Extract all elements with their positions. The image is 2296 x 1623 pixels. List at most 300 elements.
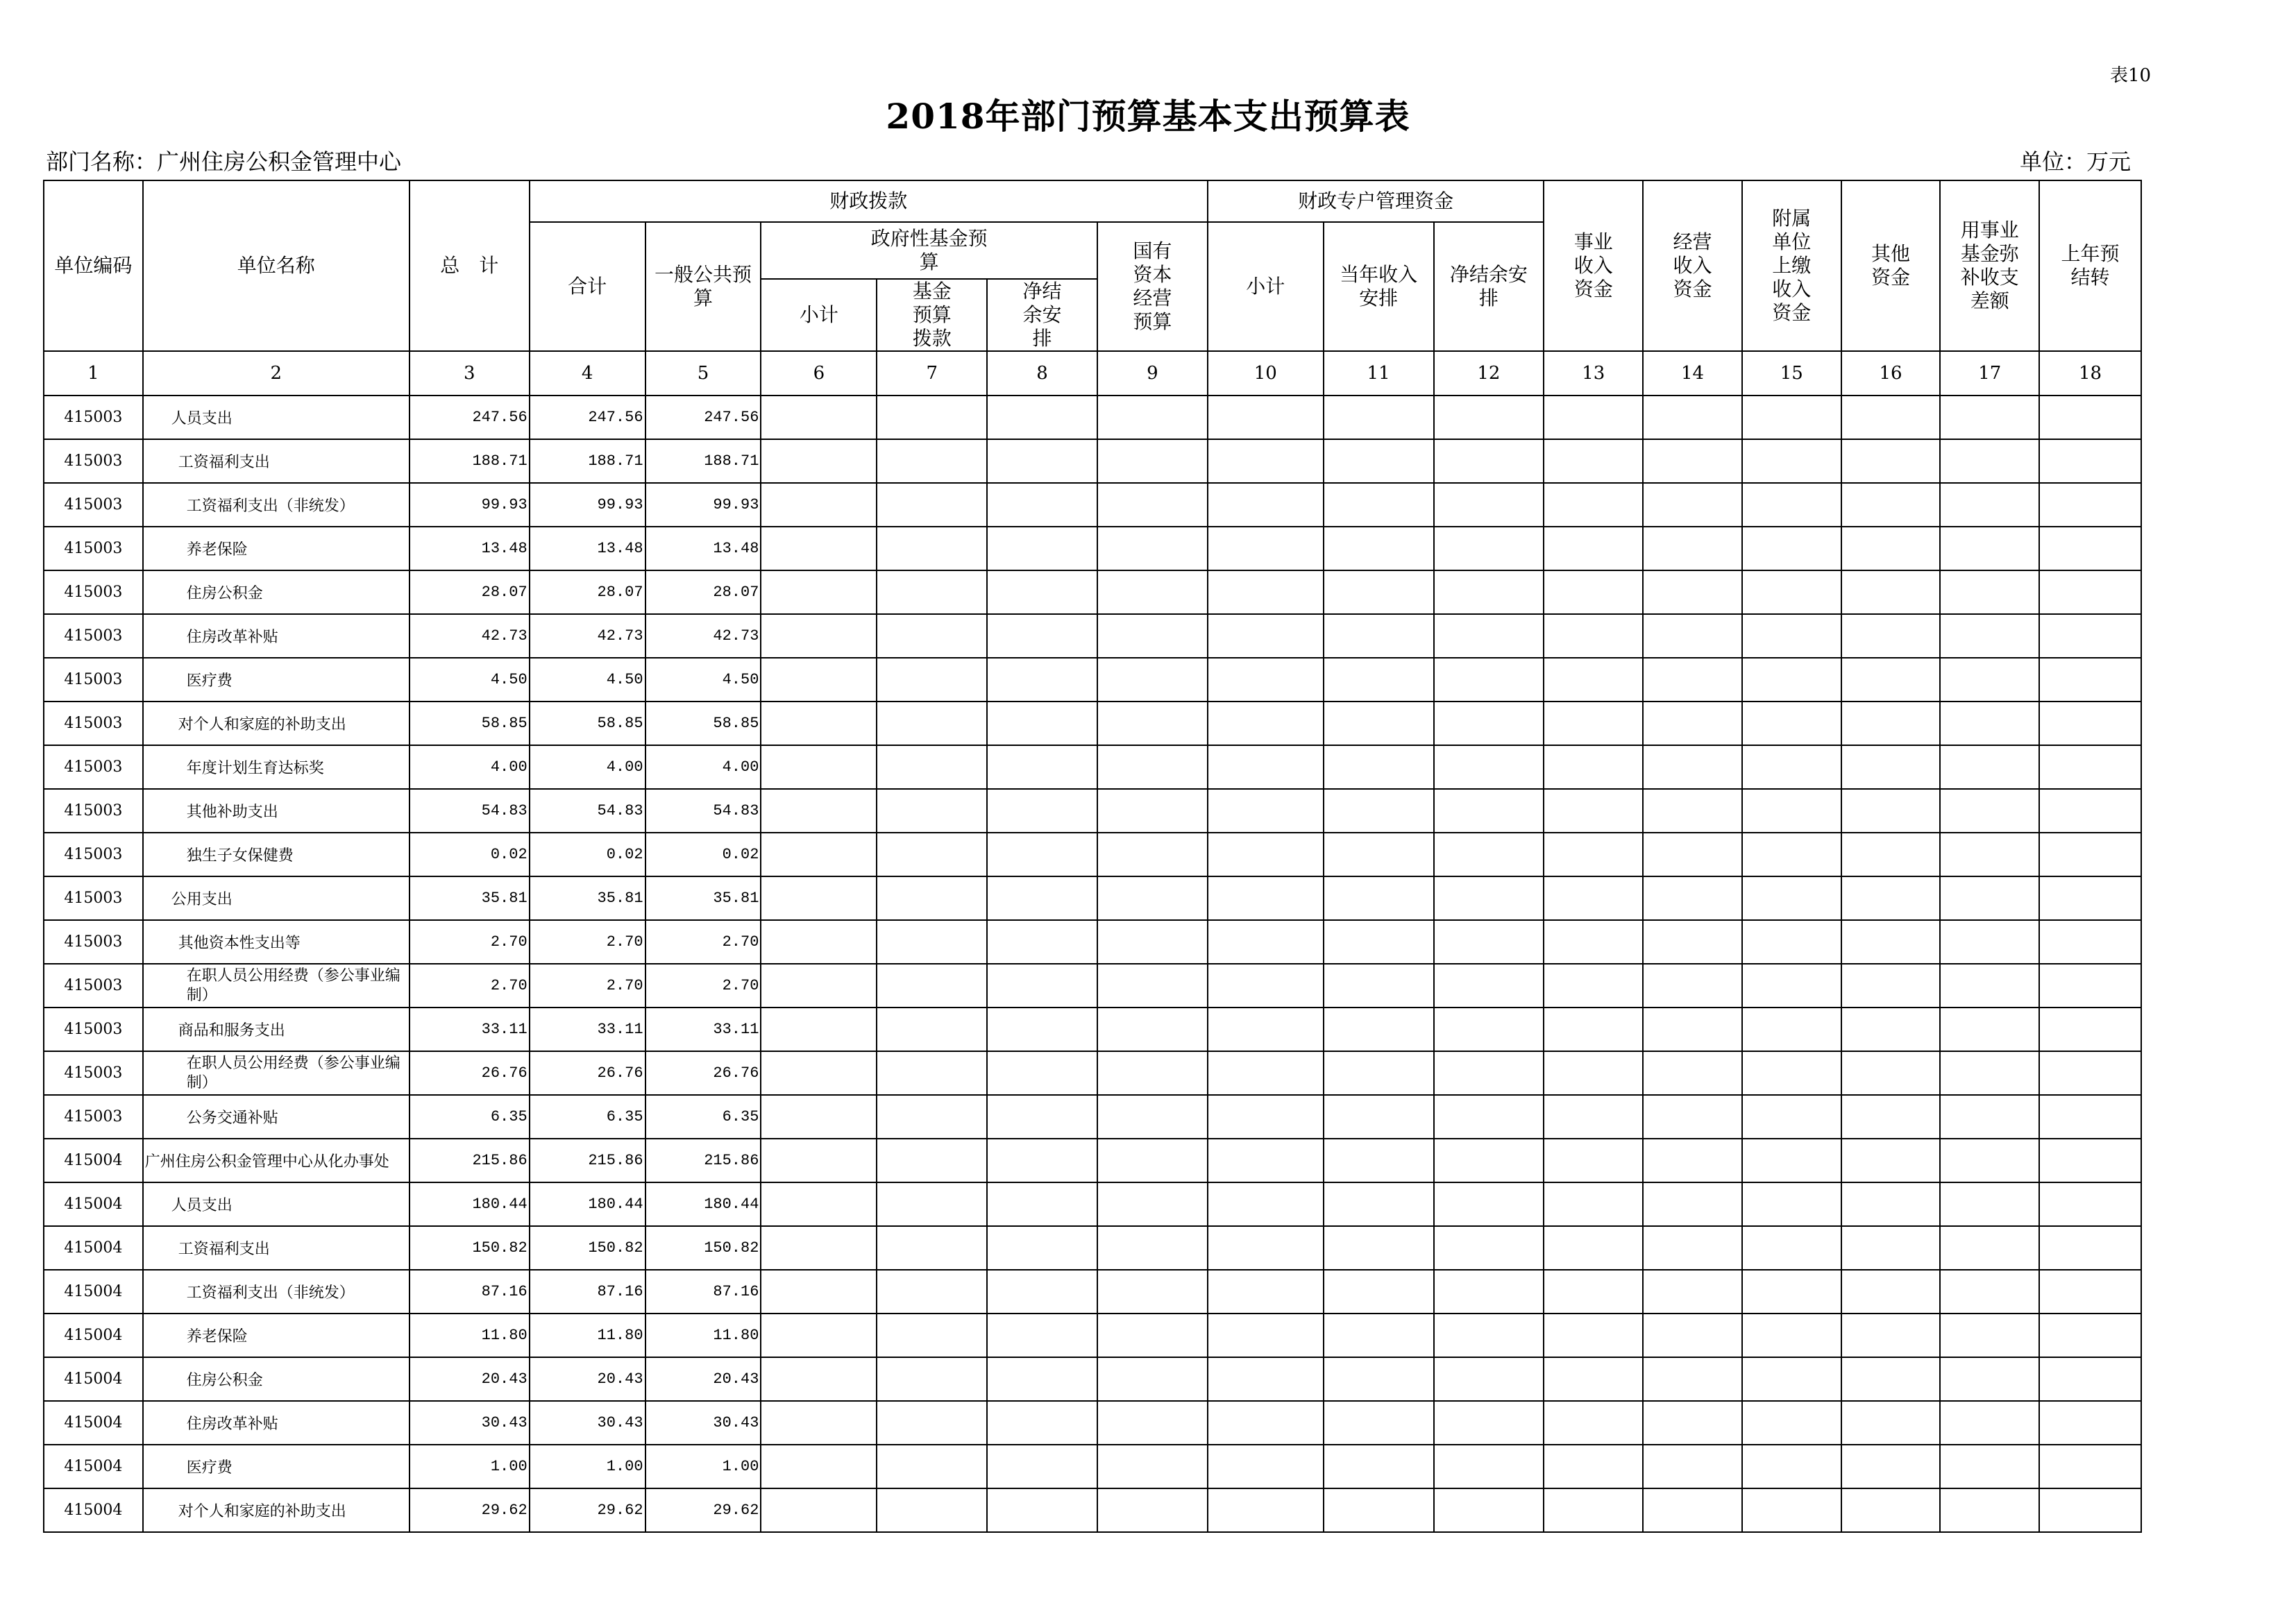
table-row bbox=[44, 789, 2141, 833]
general-budget-cell: 2.70 bbox=[645, 964, 761, 1008]
header-total: 总 计 bbox=[410, 180, 530, 351]
empty-cell bbox=[1742, 1445, 1841, 1488]
unit-name-cell: 对个人和家庭的补助支出 bbox=[143, 702, 410, 745]
index-cell: 13 bbox=[1544, 351, 1643, 396]
subtotal-cell: 13.48 bbox=[530, 527, 645, 570]
empty-cell bbox=[1742, 1226, 1841, 1270]
empty-cell bbox=[1324, 439, 1434, 483]
empty-cell bbox=[1208, 483, 1324, 527]
unit-name-cell: 工资福利支出（非统发） bbox=[143, 483, 410, 527]
empty-cell bbox=[877, 483, 987, 527]
empty-cell bbox=[1940, 833, 2039, 876]
total-cell: 28.07 bbox=[410, 570, 530, 614]
unit-code-cell: 415004 bbox=[44, 1270, 143, 1314]
empty-cell bbox=[1841, 1445, 1941, 1488]
empty-cell bbox=[1841, 658, 1941, 702]
empty-cell bbox=[1097, 570, 1208, 614]
empty-cell bbox=[1643, 1357, 1742, 1401]
empty-cell bbox=[877, 1095, 987, 1139]
empty-cell bbox=[1544, 527, 1643, 570]
empty-cell bbox=[1434, 1314, 1544, 1357]
index-cell: 1 bbox=[44, 351, 143, 396]
empty-cell bbox=[1841, 1488, 1941, 1532]
subtotal-cell: 99.93 bbox=[530, 483, 645, 527]
index-cell: 2 bbox=[143, 351, 410, 396]
unit-code-cell: 415004 bbox=[44, 1488, 143, 1532]
header-prior-year-carryover: 上年预结转 bbox=[2039, 180, 2141, 351]
empty-cell bbox=[1097, 396, 1208, 439]
unit-name-cell: 商品和服务支出 bbox=[143, 1008, 410, 1051]
table-number: 表10 bbox=[2110, 65, 2152, 86]
subtotal-cell: 58.85 bbox=[530, 702, 645, 745]
total-cell: 215.86 bbox=[410, 1139, 530, 1182]
empty-cell bbox=[761, 439, 877, 483]
empty-cell bbox=[987, 964, 1097, 1008]
empty-cell bbox=[1742, 527, 1841, 570]
empty-cell bbox=[1940, 1226, 2039, 1270]
empty-cell bbox=[987, 833, 1097, 876]
empty-cell bbox=[987, 876, 1097, 920]
table-row bbox=[44, 614, 2141, 658]
total-cell: 150.82 bbox=[410, 1226, 530, 1270]
header-fiscal-appropriation: 财政拨款 bbox=[530, 180, 1208, 222]
empty-cell bbox=[1643, 1095, 1742, 1139]
empty-cell bbox=[1940, 527, 2039, 570]
empty-cell bbox=[2039, 1008, 2141, 1051]
empty-cell bbox=[2039, 833, 2141, 876]
empty-cell bbox=[1434, 1270, 1544, 1314]
empty-cell bbox=[877, 876, 987, 920]
table-row bbox=[44, 483, 2141, 527]
table-row bbox=[44, 1357, 2141, 1401]
empty-cell bbox=[2039, 1182, 2141, 1226]
empty-cell bbox=[987, 1008, 1097, 1051]
empty-cell bbox=[1434, 1226, 1544, 1270]
empty-cell bbox=[1742, 876, 1841, 920]
general-budget-cell: 54.83 bbox=[645, 789, 761, 833]
department-name: 广州住房公积金管理中心 bbox=[157, 148, 402, 175]
header-affiliate-income: 附属单位上缴收入资金 bbox=[1742, 180, 1841, 351]
empty-cell bbox=[1841, 1270, 1941, 1314]
empty-cell bbox=[877, 396, 987, 439]
empty-cell bbox=[877, 658, 987, 702]
unit-name-cell: 其他资本性支出等 bbox=[143, 920, 410, 964]
empty-cell bbox=[1643, 396, 1742, 439]
header-other-funds: 其他资金 bbox=[1841, 180, 1941, 351]
empty-cell bbox=[1097, 1008, 1208, 1051]
empty-cell bbox=[1324, 1488, 1434, 1532]
table-row bbox=[44, 702, 2141, 745]
empty-cell bbox=[1742, 745, 1841, 789]
empty-cell bbox=[1324, 483, 1434, 527]
empty-cell bbox=[1324, 702, 1434, 745]
index-cell: 3 bbox=[410, 351, 530, 396]
unit-code-cell: 415003 bbox=[44, 439, 143, 483]
empty-cell bbox=[1208, 1488, 1324, 1532]
empty-cell bbox=[1434, 1357, 1544, 1401]
empty-cell bbox=[1841, 1095, 1941, 1139]
empty-cell bbox=[877, 964, 987, 1008]
subtotal-cell: 29.62 bbox=[530, 1488, 645, 1532]
empty-cell bbox=[1940, 1357, 2039, 1401]
empty-cell bbox=[987, 702, 1097, 745]
empty-cell bbox=[1940, 1051, 2039, 1095]
empty-cell bbox=[1544, 876, 1643, 920]
empty-cell bbox=[761, 1270, 877, 1314]
empty-cell bbox=[761, 1008, 877, 1051]
empty-cell bbox=[1544, 1182, 1643, 1226]
empty-cell bbox=[987, 614, 1097, 658]
empty-cell bbox=[761, 964, 877, 1008]
header-special-subtotal: 小计 bbox=[1208, 222, 1324, 351]
general-budget-cell: 99.93 bbox=[645, 483, 761, 527]
empty-cell bbox=[1643, 1314, 1742, 1357]
index-row bbox=[44, 351, 2141, 396]
empty-cell bbox=[1434, 1095, 1544, 1139]
total-cell: 29.62 bbox=[410, 1488, 530, 1532]
general-budget-cell: 247.56 bbox=[645, 396, 761, 439]
table-row bbox=[44, 1445, 2141, 1488]
unit-name-cell: 年度计划生育达标奖 bbox=[143, 745, 410, 789]
empty-cell bbox=[1841, 527, 1941, 570]
empty-cell bbox=[1841, 833, 1941, 876]
empty-cell bbox=[1841, 1139, 1941, 1182]
empty-cell bbox=[1940, 1095, 2039, 1139]
index-cell: 17 bbox=[1940, 351, 2039, 396]
unit-name-cell: 住房改革补贴 bbox=[143, 614, 410, 658]
empty-cell bbox=[1643, 483, 1742, 527]
empty-cell bbox=[1434, 1139, 1544, 1182]
empty-cell bbox=[2039, 1445, 2141, 1488]
empty-cell bbox=[761, 1051, 877, 1095]
empty-cell bbox=[1544, 570, 1643, 614]
empty-cell bbox=[2039, 1051, 2141, 1095]
table-row bbox=[44, 1095, 2141, 1139]
index-cell: 7 bbox=[877, 351, 987, 396]
empty-cell bbox=[1742, 1357, 1841, 1401]
empty-cell bbox=[1544, 964, 1643, 1008]
unit-code-cell: 415003 bbox=[44, 527, 143, 570]
general-budget-cell: 11.80 bbox=[645, 1314, 761, 1357]
empty-cell bbox=[2039, 396, 2141, 439]
header-fund-appropriation: 基金预算拨款 bbox=[877, 279, 987, 351]
empty-cell bbox=[1434, 964, 1544, 1008]
unit-code-cell: 415003 bbox=[44, 745, 143, 789]
empty-cell bbox=[1434, 439, 1544, 483]
empty-cell bbox=[1208, 396, 1324, 439]
empty-cell bbox=[1940, 658, 2039, 702]
header-net-surplus: 净结余安排 bbox=[987, 279, 1097, 351]
unit-code-cell: 415003 bbox=[44, 876, 143, 920]
empty-cell bbox=[1940, 876, 2039, 920]
index-cell: 8 bbox=[987, 351, 1097, 396]
empty-cell bbox=[1742, 702, 1841, 745]
index-cell: 18 bbox=[2039, 351, 2141, 396]
unit-code-cell: 415003 bbox=[44, 658, 143, 702]
empty-cell bbox=[1324, 1357, 1434, 1401]
empty-cell bbox=[1434, 396, 1544, 439]
unit-name-cell: 养老保险 bbox=[143, 1314, 410, 1357]
subtotal-cell: 247.56 bbox=[530, 396, 645, 439]
empty-cell bbox=[2039, 570, 2141, 614]
empty-cell bbox=[2039, 1226, 2141, 1270]
unit-name-cell: 医疗费 bbox=[143, 1445, 410, 1488]
empty-cell bbox=[1208, 1357, 1324, 1401]
empty-cell bbox=[1208, 1314, 1324, 1357]
subtotal-cell: 87.16 bbox=[530, 1270, 645, 1314]
empty-cell bbox=[987, 570, 1097, 614]
empty-cell bbox=[2039, 702, 2141, 745]
empty-cell bbox=[1097, 833, 1208, 876]
table-row bbox=[44, 658, 2141, 702]
empty-cell bbox=[1208, 702, 1324, 745]
table-row bbox=[44, 1008, 2141, 1051]
empty-cell bbox=[1097, 527, 1208, 570]
header-name: 单位名称 bbox=[143, 180, 410, 351]
unit-name-cell: 工资福利支出 bbox=[143, 439, 410, 483]
table-row bbox=[44, 1314, 2141, 1357]
general-budget-cell: 1.00 bbox=[645, 1445, 761, 1488]
empty-cell bbox=[1097, 614, 1208, 658]
empty-cell bbox=[1742, 789, 1841, 833]
subtotal-cell: 4.00 bbox=[530, 745, 645, 789]
empty-cell bbox=[1208, 1401, 1324, 1445]
empty-cell bbox=[1940, 1445, 2039, 1488]
total-cell: 58.85 bbox=[410, 702, 530, 745]
empty-cell bbox=[1544, 1008, 1643, 1051]
subtotal-cell: 20.43 bbox=[530, 1357, 645, 1401]
empty-cell bbox=[1643, 876, 1742, 920]
total-cell: 188.71 bbox=[410, 439, 530, 483]
index-cell: 4 bbox=[530, 351, 645, 396]
unit-name-cell: 公用支出 bbox=[143, 876, 410, 920]
general-budget-cell: 4.50 bbox=[645, 658, 761, 702]
empty-cell bbox=[2039, 614, 2141, 658]
empty-cell bbox=[1544, 1445, 1643, 1488]
empty-cell bbox=[761, 527, 877, 570]
table-row bbox=[44, 1488, 2141, 1532]
table-body bbox=[44, 396, 2141, 1532]
header-subtotal: 合计 bbox=[530, 222, 645, 351]
empty-cell bbox=[877, 614, 987, 658]
empty-cell bbox=[2039, 745, 2141, 789]
general-budget-cell: 28.07 bbox=[645, 570, 761, 614]
empty-cell bbox=[761, 920, 877, 964]
general-budget-cell: 13.48 bbox=[645, 527, 761, 570]
empty-cell bbox=[1324, 1314, 1434, 1357]
empty-cell bbox=[1841, 1357, 1941, 1401]
subtotal-cell: 188.71 bbox=[530, 439, 645, 483]
empty-cell bbox=[987, 1401, 1097, 1445]
empty-cell bbox=[2039, 1314, 2141, 1357]
department-line bbox=[46, 144, 401, 176]
empty-cell bbox=[1544, 1139, 1643, 1182]
empty-cell bbox=[1841, 876, 1941, 920]
subtotal-cell: 28.07 bbox=[530, 570, 645, 614]
total-cell: 11.80 bbox=[410, 1314, 530, 1357]
unit-name-cell: 人员支出 bbox=[143, 1182, 410, 1226]
empty-cell bbox=[2039, 920, 2141, 964]
empty-cell bbox=[1544, 1314, 1643, 1357]
empty-cell bbox=[877, 1357, 987, 1401]
empty-cell bbox=[1324, 1270, 1434, 1314]
general-budget-cell: 180.44 bbox=[645, 1182, 761, 1226]
total-cell: 26.76 bbox=[410, 1051, 530, 1095]
empty-cell bbox=[1208, 658, 1324, 702]
unit-code-cell: 415004 bbox=[44, 1139, 143, 1182]
header-code: 单位编码 bbox=[44, 180, 143, 351]
table-row bbox=[44, 745, 2141, 789]
empty-cell bbox=[987, 483, 1097, 527]
empty-cell bbox=[877, 1008, 987, 1051]
empty-cell bbox=[1097, 1314, 1208, 1357]
unit-name-cell: 独生子女保健费 bbox=[143, 833, 410, 876]
empty-cell bbox=[1324, 1182, 1434, 1226]
empty-cell bbox=[1742, 439, 1841, 483]
empty-cell bbox=[877, 439, 987, 483]
unit-name-cell: 广州住房公积金管理中心从化办事处 bbox=[143, 1139, 410, 1182]
empty-cell bbox=[1940, 745, 2039, 789]
empty-cell bbox=[1643, 614, 1742, 658]
empty-cell bbox=[1742, 570, 1841, 614]
index-cell: 11 bbox=[1324, 351, 1434, 396]
empty-cell bbox=[987, 1095, 1097, 1139]
empty-cell bbox=[987, 1314, 1097, 1357]
empty-cell bbox=[2039, 658, 2141, 702]
empty-cell bbox=[1742, 1488, 1841, 1532]
empty-cell bbox=[877, 1182, 987, 1226]
empty-cell bbox=[1841, 920, 1941, 964]
empty-cell bbox=[1544, 439, 1643, 483]
general-budget-cell: 150.82 bbox=[645, 1226, 761, 1270]
empty-cell bbox=[1097, 1095, 1208, 1139]
empty-cell bbox=[1208, 1095, 1324, 1139]
general-budget-cell: 2.70 bbox=[645, 920, 761, 964]
unit-code-cell: 415003 bbox=[44, 789, 143, 833]
table-row bbox=[44, 396, 2141, 439]
unit-label: 单位： bbox=[2020, 148, 2087, 175]
empty-cell bbox=[1434, 658, 1544, 702]
empty-cell bbox=[877, 1488, 987, 1532]
header-government-fund-budget: 政府性基金预算 bbox=[761, 222, 1097, 279]
subtotal-cell: 35.81 bbox=[530, 876, 645, 920]
empty-cell bbox=[1324, 1445, 1434, 1488]
empty-cell bbox=[1643, 745, 1742, 789]
table-row bbox=[44, 1270, 2141, 1314]
empty-cell bbox=[987, 658, 1097, 702]
total-cell: 99.93 bbox=[410, 483, 530, 527]
empty-cell bbox=[1097, 920, 1208, 964]
empty-cell bbox=[987, 396, 1097, 439]
empty-cell bbox=[1643, 702, 1742, 745]
empty-cell bbox=[1643, 920, 1742, 964]
empty-cell bbox=[1324, 789, 1434, 833]
empty-cell bbox=[1434, 833, 1544, 876]
empty-cell bbox=[2039, 1095, 2141, 1139]
department-label: 部门名称： bbox=[46, 148, 158, 175]
empty-cell bbox=[1544, 745, 1643, 789]
empty-cell bbox=[1841, 745, 1941, 789]
unit-code-cell: 415003 bbox=[44, 1095, 143, 1139]
empty-cell bbox=[1324, 920, 1434, 964]
empty-cell bbox=[1742, 1182, 1841, 1226]
empty-cell bbox=[1841, 1182, 1941, 1226]
general-budget-cell: 215.86 bbox=[645, 1139, 761, 1182]
unit-name-cell: 在职人员公用经费（参公事业编制） bbox=[143, 964, 410, 1008]
empty-cell bbox=[2039, 483, 2141, 527]
empty-cell bbox=[877, 1445, 987, 1488]
empty-cell bbox=[1940, 1008, 2039, 1051]
empty-cell bbox=[1742, 614, 1841, 658]
empty-cell bbox=[1434, 745, 1544, 789]
empty-cell bbox=[877, 833, 987, 876]
total-cell: 247.56 bbox=[410, 396, 530, 439]
empty-cell bbox=[1940, 1182, 2039, 1226]
total-cell: 180.44 bbox=[410, 1182, 530, 1226]
empty-cell bbox=[761, 1182, 877, 1226]
subtotal-cell: 2.70 bbox=[530, 920, 645, 964]
empty-cell bbox=[761, 876, 877, 920]
table-row bbox=[44, 1182, 2141, 1226]
empty-cell bbox=[987, 1445, 1097, 1488]
total-cell: 4.00 bbox=[410, 745, 530, 789]
unit-code-cell: 415004 bbox=[44, 1357, 143, 1401]
index-cell: 14 bbox=[1643, 351, 1742, 396]
empty-cell bbox=[1742, 658, 1841, 702]
empty-cell bbox=[1841, 702, 1941, 745]
empty-cell bbox=[1940, 964, 2039, 1008]
table-row bbox=[44, 527, 2141, 570]
empty-cell bbox=[1643, 1008, 1742, 1051]
general-budget-cell: 0.02 bbox=[645, 833, 761, 876]
empty-cell bbox=[1434, 1401, 1544, 1445]
subtotal-cell: 4.50 bbox=[530, 658, 645, 702]
unit-code-cell: 415003 bbox=[44, 920, 143, 964]
empty-cell bbox=[1434, 570, 1544, 614]
table-row bbox=[44, 1139, 2141, 1182]
subtotal-cell: 54.83 bbox=[530, 789, 645, 833]
empty-cell bbox=[1434, 702, 1544, 745]
empty-cell bbox=[1097, 1401, 1208, 1445]
unit-name-cell: 医疗费 bbox=[143, 658, 410, 702]
general-budget-cell: 6.35 bbox=[645, 1095, 761, 1139]
empty-cell bbox=[1544, 920, 1643, 964]
total-cell: 33.11 bbox=[410, 1008, 530, 1051]
empty-cell bbox=[1434, 789, 1544, 833]
empty-cell bbox=[2039, 1139, 2141, 1182]
index-cell: 12 bbox=[1434, 351, 1544, 396]
subtotal-cell: 0.02 bbox=[530, 833, 645, 876]
empty-cell bbox=[1940, 1270, 2039, 1314]
empty-cell bbox=[1097, 483, 1208, 527]
empty-cell bbox=[1208, 1139, 1324, 1182]
empty-cell bbox=[1841, 1314, 1941, 1357]
empty-cell bbox=[761, 570, 877, 614]
subtotal-cell: 42.73 bbox=[530, 614, 645, 658]
general-budget-cell: 33.11 bbox=[645, 1008, 761, 1051]
empty-cell bbox=[1544, 1488, 1643, 1532]
empty-cell bbox=[1940, 789, 2039, 833]
empty-cell bbox=[761, 745, 877, 789]
total-cell: 2.70 bbox=[410, 964, 530, 1008]
empty-cell bbox=[1434, 1008, 1544, 1051]
total-cell: 54.83 bbox=[410, 789, 530, 833]
table-row bbox=[44, 920, 2141, 964]
empty-cell bbox=[1208, 1226, 1324, 1270]
table-row bbox=[44, 570, 2141, 614]
empty-cell bbox=[987, 439, 1097, 483]
empty-cell bbox=[1544, 702, 1643, 745]
